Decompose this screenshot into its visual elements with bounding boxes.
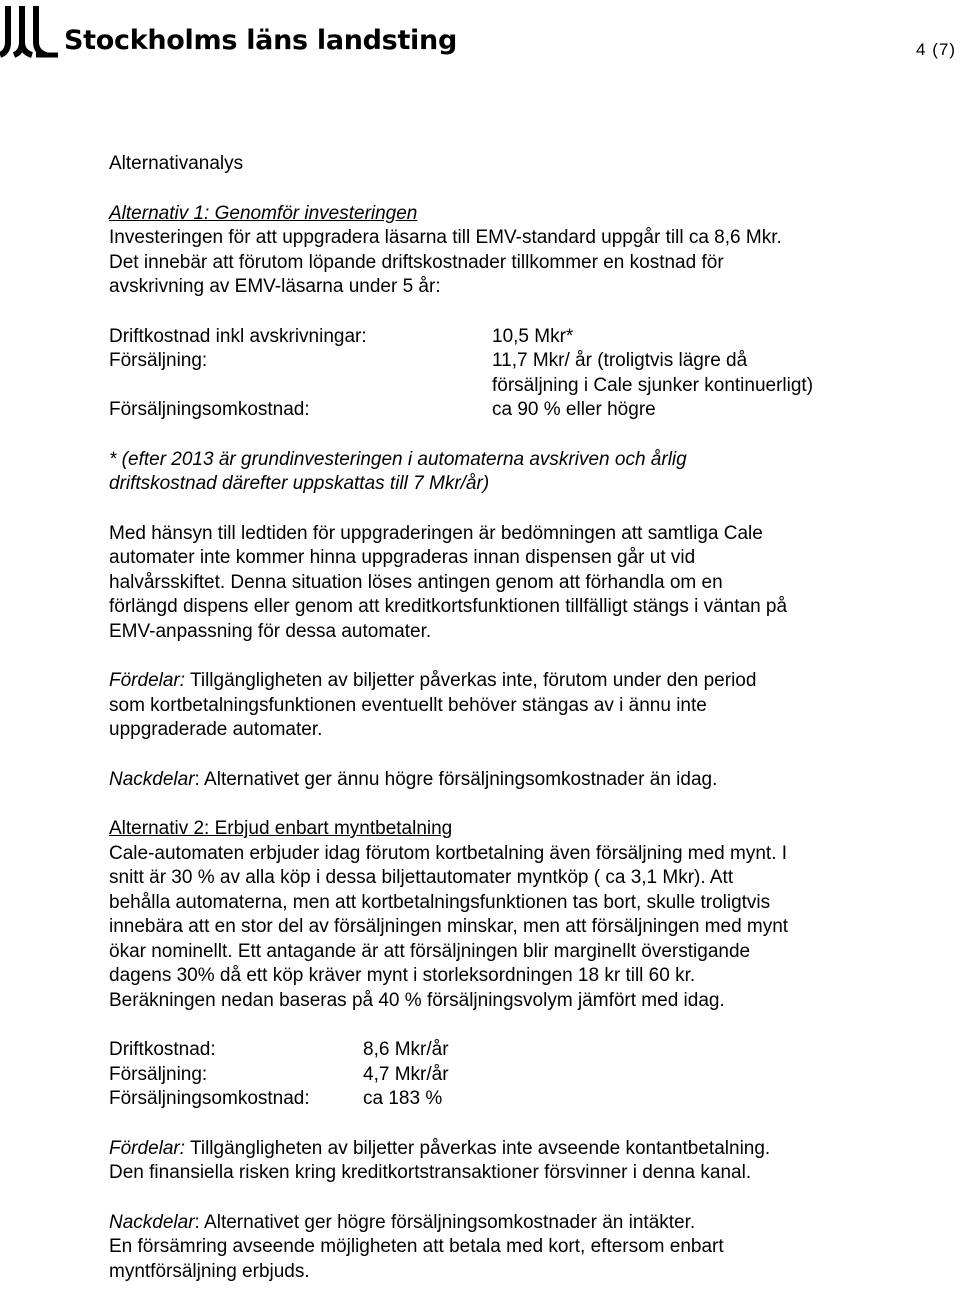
alt2-cons <box>109 1211 909 1285</box>
pros-text: Den finansiella risken kring kreditkortstransaktioner försvinner i denna kanal. <box>109 1162 752 1183</box>
alt1-intro-line: avskrivning av EMV-läsarna under 5 år: <box>109 276 441 297</box>
alt2-intro <box>109 817 909 1013</box>
figure-value: ca 90 % eller högre <box>492 399 656 420</box>
pros-label: Fördelar: <box>109 670 186 691</box>
analysis-line: förlängd dispens eller genom att kreditkortsfunktionen tillfälligt stängs i väntan på <box>109 596 788 617</box>
alt2-heading: Alternativ 2: Erbjud enbart myntbetalning <box>109 818 453 839</box>
figure-label: Driftkostnad inkl avskrivningar: <box>109 325 367 347</box>
figure-label <box>109 374 492 399</box>
pros-text: uppgraderade automater. <box>109 719 323 740</box>
figure-label: Driftkostnad: <box>109 1039 216 1060</box>
alt2-intro-line: dagens 30% då ett köp kräver mynt i storleksordningen 18 kr till 60 kr. <box>109 965 696 986</box>
alt2-intro-line: innebära att en stor del av försäljningen minskar, men att försäljningen med mynt <box>109 916 789 937</box>
alt1-pros <box>109 669 909 743</box>
figure-value: 10,5 Mkr* <box>492 325 574 347</box>
figure-value: 4,7 Mkr/år <box>363 1063 449 1085</box>
pros-text: Tillgängligheten av biljetter påverkas inte avseende kontantbetalning. <box>185 1137 771 1159</box>
figure-value: 11,7 Mkr/ år (troligtvis lägre då <box>492 350 748 371</box>
alt1-intro <box>109 202 909 300</box>
analysis-line: Med hänsyn till ledtiden för uppgraderingen är bedömningen att samtliga Cale <box>109 522 763 544</box>
footnote-line: driftskostnad därefter uppskattas till 7 Mkr/år) <box>109 473 490 494</box>
figure-label: Försäljningsomkostnad: <box>109 399 310 420</box>
alt2-intro-line: Cale-automaten erbjuder idag förutom kortbetalning även försäljning med mynt. I <box>109 842 788 864</box>
figure-value: ca 183 % <box>363 1088 443 1109</box>
figure-label: Försäljning: <box>109 1063 208 1085</box>
alt2-pros <box>109 1137 909 1186</box>
pros-text: som kortbetalningsfunktionen eventuellt behöver stängas av i ännu inte <box>109 694 707 716</box>
alt1-heading: Alternativ 1: Genomför investeringen <box>109 202 418 224</box>
organization-logo <box>0 2 457 58</box>
cons-text: : Alternativet ger ännu högre försäljningsomkostnader än idag. <box>194 768 718 790</box>
analysis-line: halvårsskiftet. Denna situation löses antingen genom att förhandla om en <box>109 571 723 593</box>
cons-text: : Alternativet ger högre försäljningsomkostnader än intäkter. <box>194 1211 696 1233</box>
alt1-cons <box>109 768 909 793</box>
sll-emblem-icon <box>0 6 58 58</box>
cons-label: Nackdelar <box>109 1211 195 1233</box>
figure-label: Försäljning: <box>109 350 208 371</box>
alt2-intro-line: Beräkningen nedan baseras på 40 % försäljningsvolym jämfört med idag. <box>109 989 725 1011</box>
pros-text: Tillgängligheten av biljetter påverkas inte, förutom under den period <box>185 670 757 691</box>
pros-label: Fördelar: <box>109 1137 186 1159</box>
document-body <box>109 152 909 1284</box>
alt1-footnote <box>109 448 909 497</box>
footnote-line: * (efter 2013 är grundinvesteringen i automaterna avskriven och årlig <box>109 448 687 470</box>
alt2-figures <box>109 1038 909 1112</box>
alt2-intro-line: ökar nominellt. Ett antagande är att försäljningen blir marginellt överstigande <box>109 940 751 962</box>
figure-value: försäljning i Cale sjunker kontinuerligt) <box>492 374 814 396</box>
alt1-intro-line: Investeringen för att uppgradera läsarna till EMV-standard uppgår till ca 8,6 Mkr. <box>109 227 782 248</box>
alt2-intro-line: snitt är 30 % av alla köp i dessa biljettautomater myntköp ( ca 3,1 Mkr). Att <box>109 867 734 888</box>
analysis-line: automater inte kommer hinna uppgraderas innan dispensen går ut vid <box>109 547 696 568</box>
cons-text: myntförsäljning erbjuds. <box>109 1260 310 1282</box>
alt1-analysis <box>109 522 909 645</box>
alt2-intro-line: behålla automaterna, men att kortbetalningsfunktionen tas bort, skulle troligtvis <box>109 891 771 913</box>
cons-label: Nackdelar <box>109 768 195 790</box>
section-title: Alternativanalys <box>109 153 244 174</box>
page-number: 4 (7) <box>916 40 956 59</box>
cons-text: En försämring avseende möjligheten att betala med kort, eftersom enbart <box>109 1236 724 1257</box>
figure-value: 8,6 Mkr/år <box>363 1039 449 1060</box>
alt1-figures <box>109 325 909 423</box>
analysis-line: EMV-anpassning för dessa automater. <box>109 620 432 642</box>
alt1-intro-line: Det innebär att förutom löpande driftskostnader tillkommer en kostnad för <box>109 251 724 273</box>
figure-label: Försäljningsomkostnad: <box>109 1088 310 1109</box>
logo-wordmark: Stockholms läns landsting <box>64 25 457 56</box>
